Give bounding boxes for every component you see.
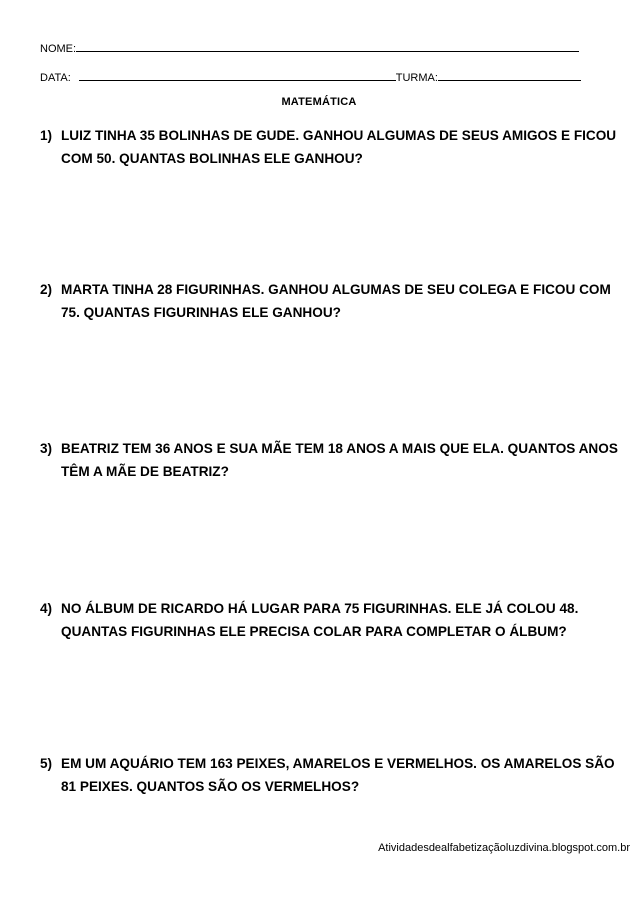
- question-5: [40, 752, 630, 798]
- data-label: DATA:: [40, 72, 71, 84]
- question-4: [40, 597, 630, 643]
- data-blank-line[interactable]: [79, 70, 396, 81]
- question-number: 4): [40, 601, 53, 616]
- footer-source: Atividadesdealfabetizaçãoluzdivina.blogspot.com.br: [378, 842, 630, 854]
- nome-blank-line[interactable]: [76, 41, 579, 52]
- question-text: MARTA TINHA 28 FIGURINHAS. GANHOU ALGUMAS DE SEU COLEGA E FICOU COM 75. QUANTAS FIGURINHAS ELE GANHOU?: [61, 282, 611, 320]
- data-turma-field-row: [40, 70, 581, 85]
- question-text: BEATRIZ TEM 36 ANOS E SUA MÃE TEM 18 ANOS A MAIS QUE ELA. QUANTOS ANOS TÊM A MÃE DE BEATRIZ?: [61, 441, 618, 479]
- question-number: 3): [40, 441, 53, 456]
- question-text: EM UM AQUÁRIO TEM 163 PEIXES, AMARELOS E VERMELHOS. OS AMARELOS SÃO 81 PEIXES. QUANTOS SÃO OS VERMELHOS?: [61, 756, 615, 794]
- turma-label: TURMA:: [395, 72, 438, 84]
- question-text: NO ÁLBUM DE RICARDO HÁ LUGAR PARA 75 FIGURINHAS. ELE JÁ COLOU 48. QUANTAS FIGURINHAS ELE PRECISA COLAR PARA COMPLETAR O ÁLBUM?: [61, 601, 579, 639]
- question-number: 5): [40, 756, 53, 771]
- nome-label: NOME:: [40, 43, 77, 55]
- subject-title: MATEMÁTICA: [281, 96, 357, 108]
- question-number: 1): [40, 128, 53, 143]
- turma-blank-line[interactable]: [438, 70, 581, 81]
- question-2: [40, 278, 630, 324]
- question-number: 2): [40, 282, 53, 297]
- nome-field-row: [40, 41, 579, 56]
- question-text: LUIZ TINHA 35 BOLINHAS DE GUDE. GANHOU ALGUMAS DE SEUS AMIGOS E FICOU COM 50. QUANTAS BOLINHAS ELE GANHOU?: [61, 128, 617, 166]
- question-1: [40, 124, 630, 170]
- question-3: [40, 437, 630, 483]
